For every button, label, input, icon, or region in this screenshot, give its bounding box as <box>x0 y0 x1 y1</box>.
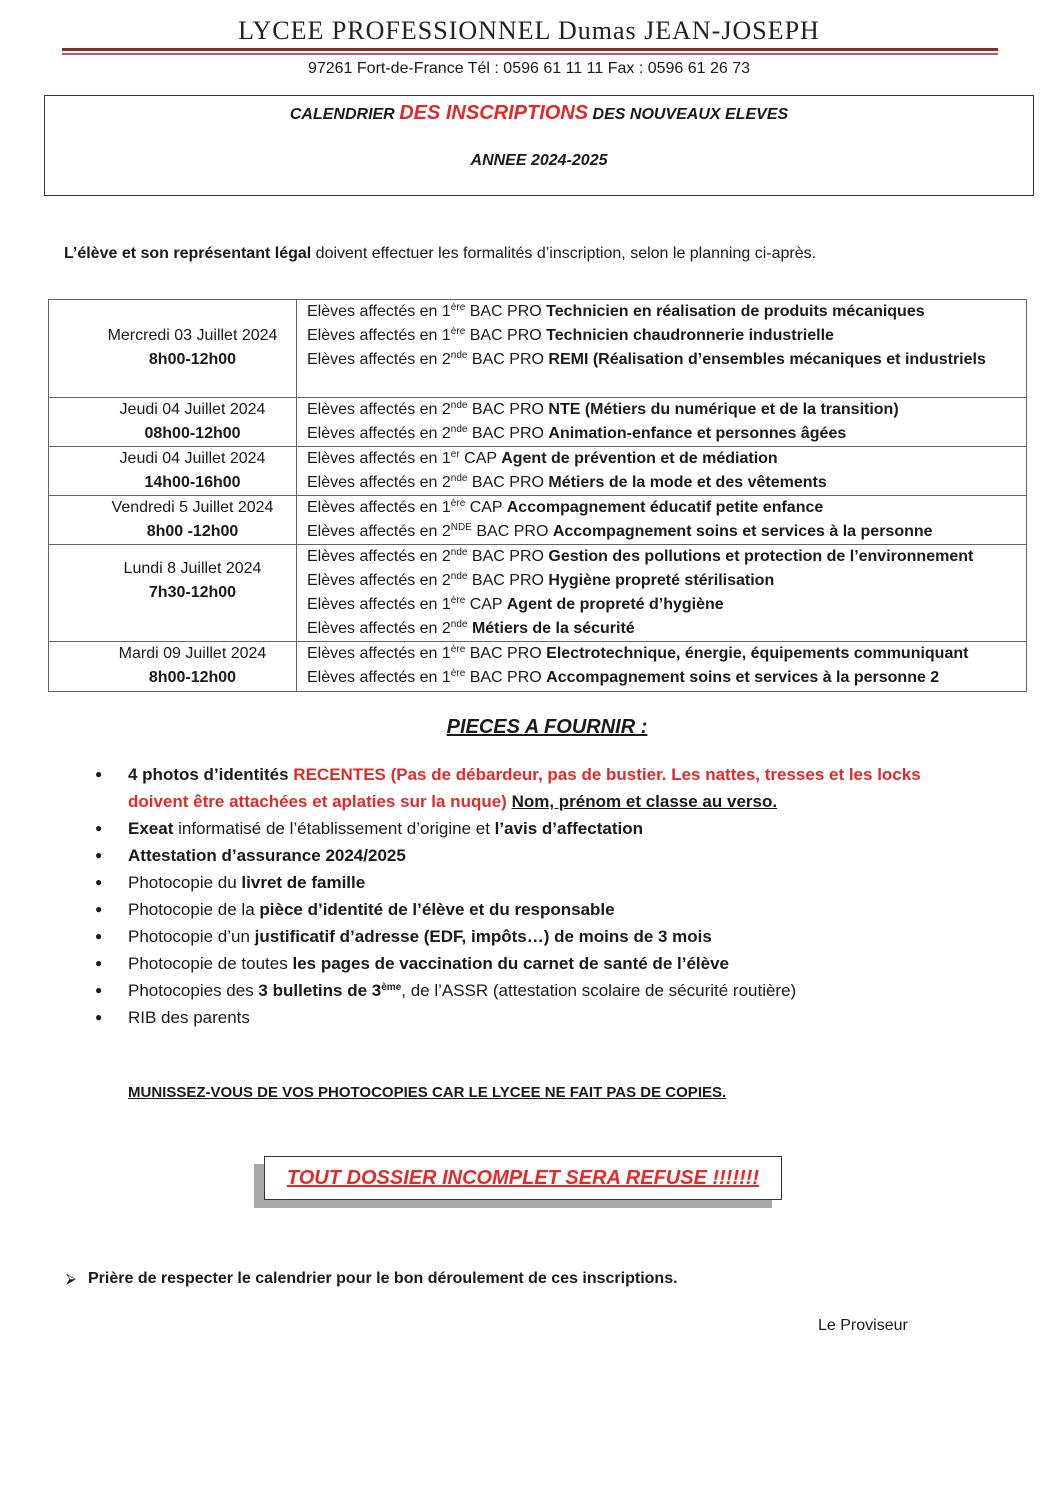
schedule-date-cell <box>49 642 297 692</box>
schedule-date-cell <box>49 496 297 545</box>
livret-pre: Photocopie du <box>128 873 242 892</box>
line-ordinal: nde <box>450 571 468 582</box>
line-prefix: Elèves affectés en 2 <box>307 620 451 637</box>
line-prefix: Elèves affectés en 2 <box>307 425 451 442</box>
exeat-mid: informatisé de l’établissement d’origine et <box>173 819 495 838</box>
line-prefix: Elèves affectés en 2 <box>307 548 451 565</box>
line-level: BAC PRO <box>467 548 549 565</box>
line-level: BAC PRO <box>467 572 549 589</box>
pieces-heading: PIECES A FOURNIR : <box>446 716 648 738</box>
schedule-line <box>307 520 1026 544</box>
table-row <box>49 300 1027 398</box>
table-row <box>49 496 1027 545</box>
schedule-date: Mardi 09 Juillet 2024 <box>118 645 267 662</box>
pieces-list <box>95 761 921 1031</box>
table-row <box>49 447 1027 496</box>
line-ordinal: nde <box>450 619 468 630</box>
line-level: CAP <box>465 499 507 516</box>
line-program: Animation-enfance et personnes âgées <box>548 425 847 442</box>
line-program: Electrotechnique, énergie, équipements communiquant <box>546 645 969 662</box>
livret-bold: livret de famille <box>241 873 366 892</box>
line-level: BAC PRO <box>467 351 549 368</box>
exeat-bold-2: l’avis d’affectation <box>494 819 643 838</box>
line-program: Accompagnement éducatif petite enfance <box>506 499 824 516</box>
adresse-pre: Photocopie d’un <box>128 927 255 946</box>
table-row <box>49 398 1027 447</box>
line-ordinal: ère <box>450 595 466 606</box>
line-ordinal: er <box>450 449 460 460</box>
line-ordinal: nde <box>450 547 468 558</box>
line-prefix: Elèves affectés en 1 <box>307 303 451 320</box>
list-item-livret <box>95 869 921 896</box>
line-level: BAC PRO <box>471 523 553 540</box>
rib-text: RIB des parents <box>128 1008 250 1027</box>
line-prefix: Elèves affectés en 2 <box>307 474 451 491</box>
line-prefix: Elèves affectés en 1 <box>307 645 451 662</box>
title-accent: DES INSCRIPTIONS <box>399 102 589 124</box>
line-prefix: Elèves affectés en 1 <box>307 669 451 686</box>
exeat-bold: Exeat <box>128 819 174 838</box>
school-year: ANNEE 2024-2025 <box>470 152 608 169</box>
bulletins-sup: ème <box>381 982 402 993</box>
filled-circle-icon: ● <box>95 821 103 835</box>
line-program: Technicien en réalisation de produits mécaniques <box>546 303 925 320</box>
schedule-line <box>307 471 1026 495</box>
schedule-time: 08h00-12h00 <box>144 425 241 442</box>
line-program: Agent de prévention et de médiation <box>501 450 778 467</box>
table-row <box>49 545 1027 642</box>
signature: Le Proviseur <box>818 1317 908 1334</box>
schedule-date: Jeudi 04 Juillet 2024 <box>119 401 266 418</box>
filled-circle-icon: ● <box>95 929 103 943</box>
line-level: CAP <box>459 450 502 467</box>
reminder <box>66 1270 678 1288</box>
table-row <box>49 642 1027 692</box>
line-level: CAP <box>465 596 507 613</box>
line-level: BAC PRO <box>465 669 547 686</box>
schedule-date: Lundi 8 Juillet 2024 <box>123 560 262 577</box>
line-level: BAC PRO <box>467 474 549 491</box>
bulletins-post: , de l’ASSR (attestation scolaire de sécurité routière) <box>401 981 797 1000</box>
schedule-time: 8h00-12h00 <box>148 669 237 686</box>
schedule-date-cell <box>49 545 297 642</box>
school-name: LYCEE PROFESSIONNEL Dumas JEAN-JOSEPH <box>238 16 820 45</box>
line-ordinal: ère <box>450 668 466 679</box>
line-program: Métiers de la sécurité <box>471 620 635 637</box>
list-item-assurance <box>95 842 921 869</box>
intro-rest: doivent effectuer les formalités d’inscription, selon le planning ci-après. <box>311 245 817 262</box>
title-suffix: DES NOUVEAUX ELEVES <box>588 106 789 123</box>
photos-underlined: Nom, prénom et classe au verso. <box>511 792 778 811</box>
schedule-line <box>307 422 1026 446</box>
schedule-line <box>307 324 1026 348</box>
line-ordinal: nde <box>450 424 468 435</box>
line-level: BAC PRO <box>467 425 549 442</box>
filled-circle-icon: ● <box>95 956 103 970</box>
filled-circle-icon: ● <box>95 848 103 862</box>
reminder-text: Prière de respecter le calendrier pour le bon déroulement de ces inscriptions. <box>88 1270 678 1287</box>
school-address: 97261 Fort-de-France Tél : 0596 61 11 11 Fax : 0596 61 26 73 <box>307 60 751 77</box>
line-program: NTE (Métiers du numérique et de la transition) <box>548 401 899 418</box>
identite-pre: Photocopie de la <box>128 900 260 919</box>
intro-text <box>64 245 816 263</box>
schedule-time: 7h30-12h00 <box>148 584 237 601</box>
schedule-lines-cell <box>297 496 1027 545</box>
filled-circle-icon: ● <box>95 875 103 889</box>
line-ordinal: nde <box>450 350 468 361</box>
line-ordinal: ère <box>450 498 466 509</box>
schedule-line <box>307 593 1026 617</box>
line-program: Hygiène propreté stérilisation <box>548 572 775 589</box>
vaccination-pre: Photocopie de toutes <box>128 954 293 973</box>
schedule-date: Vendredi 5 Juillet 2024 <box>111 499 274 516</box>
line-level: BAC PRO <box>465 303 547 320</box>
schedule-line <box>307 447 1026 471</box>
title-prefix: CALENDRIER <box>289 106 400 123</box>
line-ordinal: NDE <box>450 522 472 533</box>
refuse-warning: TOUT DOSSIER INCOMPLET SERA REFUSE !!!!!!! <box>264 1156 782 1200</box>
line-program: Technicien chaudronnerie industrielle <box>546 327 834 344</box>
document-title <box>45 102 1033 125</box>
list-item-photos <box>95 761 921 815</box>
list-item-exeat <box>95 815 921 842</box>
line-ordinal: ère <box>450 644 466 655</box>
photos-bold: 4 photos d’identités <box>128 765 294 784</box>
schedule-lines-cell <box>297 545 1027 642</box>
filled-circle-icon: ● <box>95 1010 103 1024</box>
line-ordinal: nde <box>450 400 468 411</box>
schedule-date-cell <box>49 447 297 496</box>
line-ordinal: ère <box>450 302 466 313</box>
schedule-line <box>307 666 1026 690</box>
line-prefix: Elèves affectés en 1 <box>307 327 451 344</box>
schedule-table <box>48 299 1027 692</box>
line-program: Accompagnement soins et services à la personne 2 <box>546 669 940 686</box>
schedule-date-cell <box>49 398 297 447</box>
filled-circle-icon: ● <box>95 983 103 997</box>
list-item-rib <box>95 1004 921 1031</box>
schedule-date: Jeudi 04 Juillet 2024 <box>119 450 266 467</box>
line-prefix: Elèves affectés en 1 <box>307 596 451 613</box>
schedule-lines-cell <box>297 300 1027 398</box>
line-prefix: Elèves affectés en 2 <box>307 351 451 368</box>
line-ordinal: nde <box>450 473 468 484</box>
line-level: BAC PRO <box>467 401 549 418</box>
assurance-text: Attestation d’assurance 2024/2025 <box>128 846 406 865</box>
photocopy-notice: MUNISSEZ-VOUS DE VOS PHOTOCOPIES CAR LE LYCEE NE FAIT PAS DE COPIES. <box>128 1084 727 1101</box>
filled-circle-icon: ● <box>95 767 103 781</box>
arrow-bullet-icon: ⮚ <box>66 1270 76 1286</box>
identite-bold: pièce d’identité de l’élève et du responsable <box>259 900 615 919</box>
vaccination-bold: les pages de vaccination du carnet de santé de l’élève <box>292 954 729 973</box>
line-program: Accompagnement soins et services à la personne <box>552 523 933 540</box>
schedule-lines-cell <box>297 642 1027 692</box>
line-program: Gestion des pollutions et protection de l’environnement <box>548 548 974 565</box>
line-program: Agent de propreté d’hygiène <box>506 596 724 613</box>
line-prefix: Elèves affectés en 1 <box>307 499 451 516</box>
line-program: Métiers de la mode et des vêtements <box>548 474 827 491</box>
schedule-body <box>49 300 1027 692</box>
schedule-line <box>307 398 1026 422</box>
line-prefix: Elèves affectés en 2 <box>307 523 451 540</box>
schedule-time: 8h00-12h00 <box>148 351 237 368</box>
line-level: BAC PRO <box>465 327 547 344</box>
schedule-line <box>307 642 1026 666</box>
title-box <box>44 95 1034 196</box>
header-rule-thin <box>62 53 998 55</box>
adresse-bold: justificatif d’adresse (EDF, impôts…) de moins de 3 mois <box>254 927 712 946</box>
intro-bold: L’élève et son représentant légal <box>64 245 312 262</box>
header-rule <box>62 48 998 51</box>
schedule-lines-cell <box>297 398 1027 447</box>
schedule-line <box>307 348 1026 372</box>
schedule-lines-cell <box>297 447 1027 496</box>
schedule-line <box>307 617 1026 641</box>
schedule-date: Mercredi 03 Juillet 2024 <box>107 327 278 344</box>
line-prefix: Elèves affectés en 2 <box>307 401 451 418</box>
photos-red-2: doivent être attachées et aplaties sur la nuque) <box>128 792 507 811</box>
schedule-time: 8h00 -12h00 <box>146 523 239 540</box>
line-ordinal: ère <box>450 326 466 337</box>
line-prefix: Elèves affectés en 2 <box>307 572 451 589</box>
list-item-vaccination <box>95 950 921 977</box>
list-item-adresse <box>95 923 921 950</box>
schedule-line <box>307 300 1026 324</box>
bulletins-pre: Photocopies des <box>128 981 259 1000</box>
line-level: BAC PRO <box>465 645 547 662</box>
schedule-line <box>307 496 1026 520</box>
line-prefix: Elèves affectés en 1 <box>307 450 451 467</box>
schedule-date-cell <box>49 300 297 398</box>
bulletins-bold: 3 bulletins de 3 <box>258 981 382 1000</box>
filled-circle-icon: ● <box>95 902 103 916</box>
line-program: REMI (Réalisation d’ensembles mécaniques et industriels <box>548 351 986 368</box>
schedule-line <box>307 545 1026 569</box>
photos-red: RECENTES (Pas de débardeur, pas de bustier. Les nattes, tresses et les locks <box>293 765 921 784</box>
list-item-identite <box>95 896 921 923</box>
schedule-time: 14h00-16h00 <box>144 474 241 491</box>
schedule-line <box>307 569 1026 593</box>
list-item-bulletins <box>95 977 921 1004</box>
